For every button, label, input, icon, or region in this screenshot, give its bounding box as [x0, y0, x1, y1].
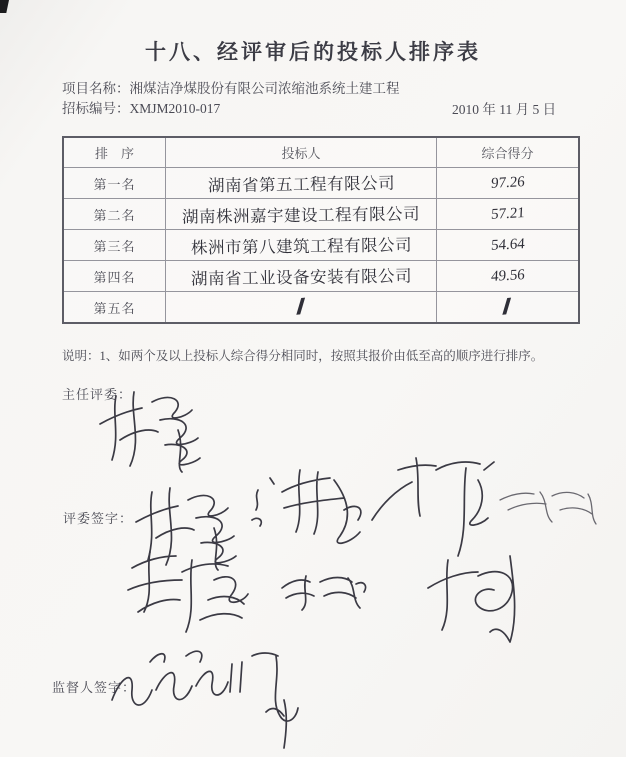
- project-info-block: [62, 79, 400, 119]
- bidder-ranking-table: [62, 136, 580, 324]
- tender-number-value: XMJM2010-017: [129, 101, 221, 116]
- score-handwritten: 97.26: [490, 173, 525, 192]
- table-row: [64, 167, 578, 198]
- rank-cell: 第一名: [93, 176, 136, 192]
- page-title: 十八、经评审后的投标人排序表: [145, 40, 481, 64]
- jury-signature-7: [428, 556, 515, 642]
- scan-corner-artifact: [0, 0, 9, 13]
- supervisor-signature: [112, 651, 298, 748]
- project-name-label: 项目名称：: [62, 81, 130, 96]
- note-text: 说明：1、如两个及以上投标人综合得分相同时，按照其报价由低至高的顺序进行排序。: [62, 349, 544, 363]
- rank-cell: 第三名: [93, 238, 136, 254]
- score-handwritten: 49.56: [490, 266, 525, 285]
- bidder-handwritten: 湖南省第五工程有限公司: [207, 173, 395, 196]
- project-name-line: [62, 79, 400, 99]
- score-handwritten: 57.21: [490, 204, 525, 223]
- rank-cell: 第二名: [93, 207, 136, 223]
- table-row: [64, 229, 578, 260]
- project-name-value: 湘煤洁净煤股份有限公司浓缩池系统土建工程: [129, 81, 400, 96]
- jury-signatures-label: 评委签字：: [63, 511, 134, 526]
- score-slash-mark: /: [492, 293, 522, 320]
- chief-evaluator-label: 主任评委：: [62, 387, 133, 402]
- bidder-handwritten: 株洲市第八建筑工程有限公司: [190, 235, 412, 258]
- document-date: 2010 年 11 月 5 日: [452, 102, 557, 117]
- bidder-handwritten: 湖南省工业设备安装有限公司: [190, 266, 412, 289]
- tender-number-line: [62, 99, 400, 119]
- tender-number-label: 招标编号：: [62, 101, 130, 116]
- table-row: [64, 260, 578, 291]
- header-bidder: 投标人: [281, 146, 321, 161]
- table-row: [64, 198, 578, 229]
- header-score: 综合得分: [481, 146, 534, 161]
- rank-cell: 第五名: [93, 300, 136, 316]
- jury-signature-1: [136, 488, 236, 570]
- table-header-row: [64, 138, 578, 167]
- header-rank: 排 序: [94, 146, 134, 161]
- rank-cell: 第四名: [93, 269, 136, 285]
- bidder-handwritten: 湖南株洲嘉宇建设工程有限公司: [181, 204, 421, 227]
- jury-signature-3: [372, 458, 494, 556]
- jury-signature-6: [282, 576, 366, 610]
- table-row: [64, 291, 578, 322]
- supervisor-signature-label: 监督人签字：: [52, 680, 137, 695]
- bidder-slash-mark: /: [286, 293, 316, 320]
- jury-signature-2: [252, 470, 361, 543]
- chief-evaluator-signature: [100, 392, 200, 472]
- score-handwritten: 54.64: [490, 235, 525, 254]
- jury-signature-5: [128, 552, 248, 632]
- jury-signature-4: [500, 492, 596, 524]
